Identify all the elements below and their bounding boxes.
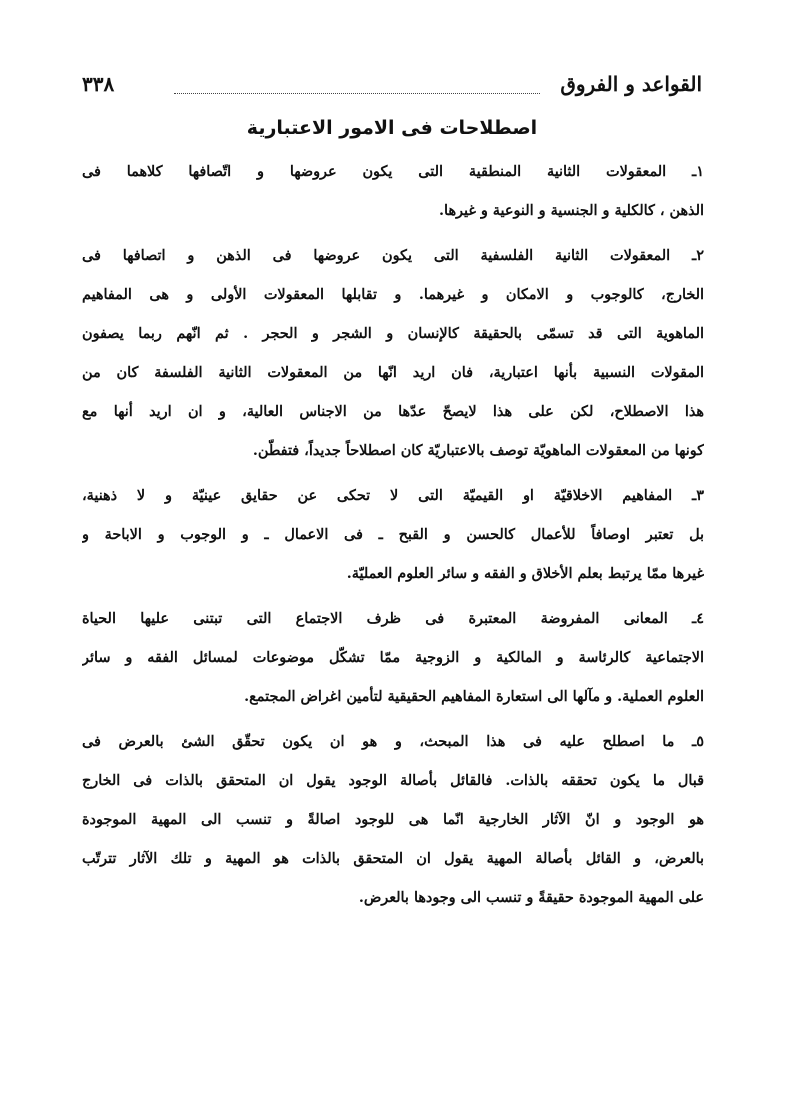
paragraph-1 — [82, 152, 704, 230]
text-line: ٣ـ المفاهيم الاخلاقيّة او القيميّة التى لا تحكى عن حقايق عينيّة و لا ذهنية، — [82, 487, 704, 504]
section-heading: اصطلاحات فى الامور الاعتبارية — [246, 117, 538, 139]
paragraph-4 — [82, 599, 704, 716]
header-dotted-leader — [174, 93, 540, 94]
text-line: غيرها ممّا يرتبط بعلم الأخلاق و الفقه و سائر العلوم العمليّة. — [346, 565, 704, 582]
text-line: قبال ما يكون تحققه بالذات. فالقائل بأصالة الوجود يقول ان المتحقق بالذات فى الخارج — [82, 772, 704, 789]
text-line: ٤ـ المعانى المفروضة المعتبرة فى ظرف الاجتماع التى تبتنى عليها الحياة — [82, 610, 704, 627]
text-line: الماهوية التى قد تسمّى بالحقيقة كالإنسان و الشجر و الحجر . ثم انّهم ربما يصفون — [82, 325, 704, 342]
text-line: ٢ـ المعقولات الثانية الفلسفية التى يكون عروضها فى الذهن و اتصافها فى — [82, 247, 704, 264]
text-line: على المهية الموجودة حقيقةً و تنسب الى وجودها بالعرض. — [358, 889, 704, 906]
paragraph-2 — [82, 236, 704, 470]
text-line: ٥ـ ما اصطلح عليه فى هذا المبحث، و هو ان يكون تحقّق الشئ بالعرض فى — [82, 733, 704, 750]
text-line: ١ـ المعقولات الثانية المنطقية التى يكون عروضها و اتّصافها كلاهما فى — [82, 163, 704, 180]
page-number: ٣٣٨ — [82, 72, 115, 96]
paragraph-3 — [82, 476, 704, 593]
text-line: الذهن ، كالكلية و الجنسية و النوعية و غيرها. — [439, 202, 704, 219]
text-line: هو الوجود و انّ الآثار الخارجية انّما هى للوجود اصالةً و تنسب الى المهية الموجودة — [82, 811, 704, 828]
running-header — [82, 70, 702, 106]
text-line: بل تعتبر اوصافاً للأعمال كالحسن و القبح ـ فى الاعمال ـ و الوجوب و الاباحة و — [82, 526, 704, 543]
text-line: كونها من المعقولات الماهويّة توصف بالاعتباريّة كان اصطلاحاً جديداً، فتفطّن. — [252, 442, 704, 459]
paragraph-5 — [82, 722, 704, 917]
body-text — [82, 152, 704, 923]
text-line: بالعرض، و القائل بأصالة المهية يقول ان المتحقق بالذات هو المهية و تلك الآثار تترتّب — [82, 850, 704, 867]
text-line: المقولات النسبية بأنها اعتبارية، فان اريد انّها من المعقولات الثانية الفلسفة كان من — [82, 364, 704, 381]
text-line: الاجتماعية كالرئاسة و المالكية و الزوجية ممّا تشكّل موضوعات لمسائل الفقه و سائر — [82, 649, 704, 666]
text-line: الخارج، كالوجوب و الامكان و غيرهما. و تقابلها المعقولات الأولى و هى المفاهيم — [82, 286, 704, 303]
text-line: هذا الاصطلاح، لكن على هذا لايصحّ عدّها من الاجناس العالية، و ان اريد أنها مع — [82, 403, 704, 420]
header-title: القواعد و الفروق — [560, 72, 702, 96]
text-line: العلوم العملية. و مآلها الى استعارة المفاهيم الحقيقية لتأمين اغراض المجتمع. — [244, 688, 704, 705]
